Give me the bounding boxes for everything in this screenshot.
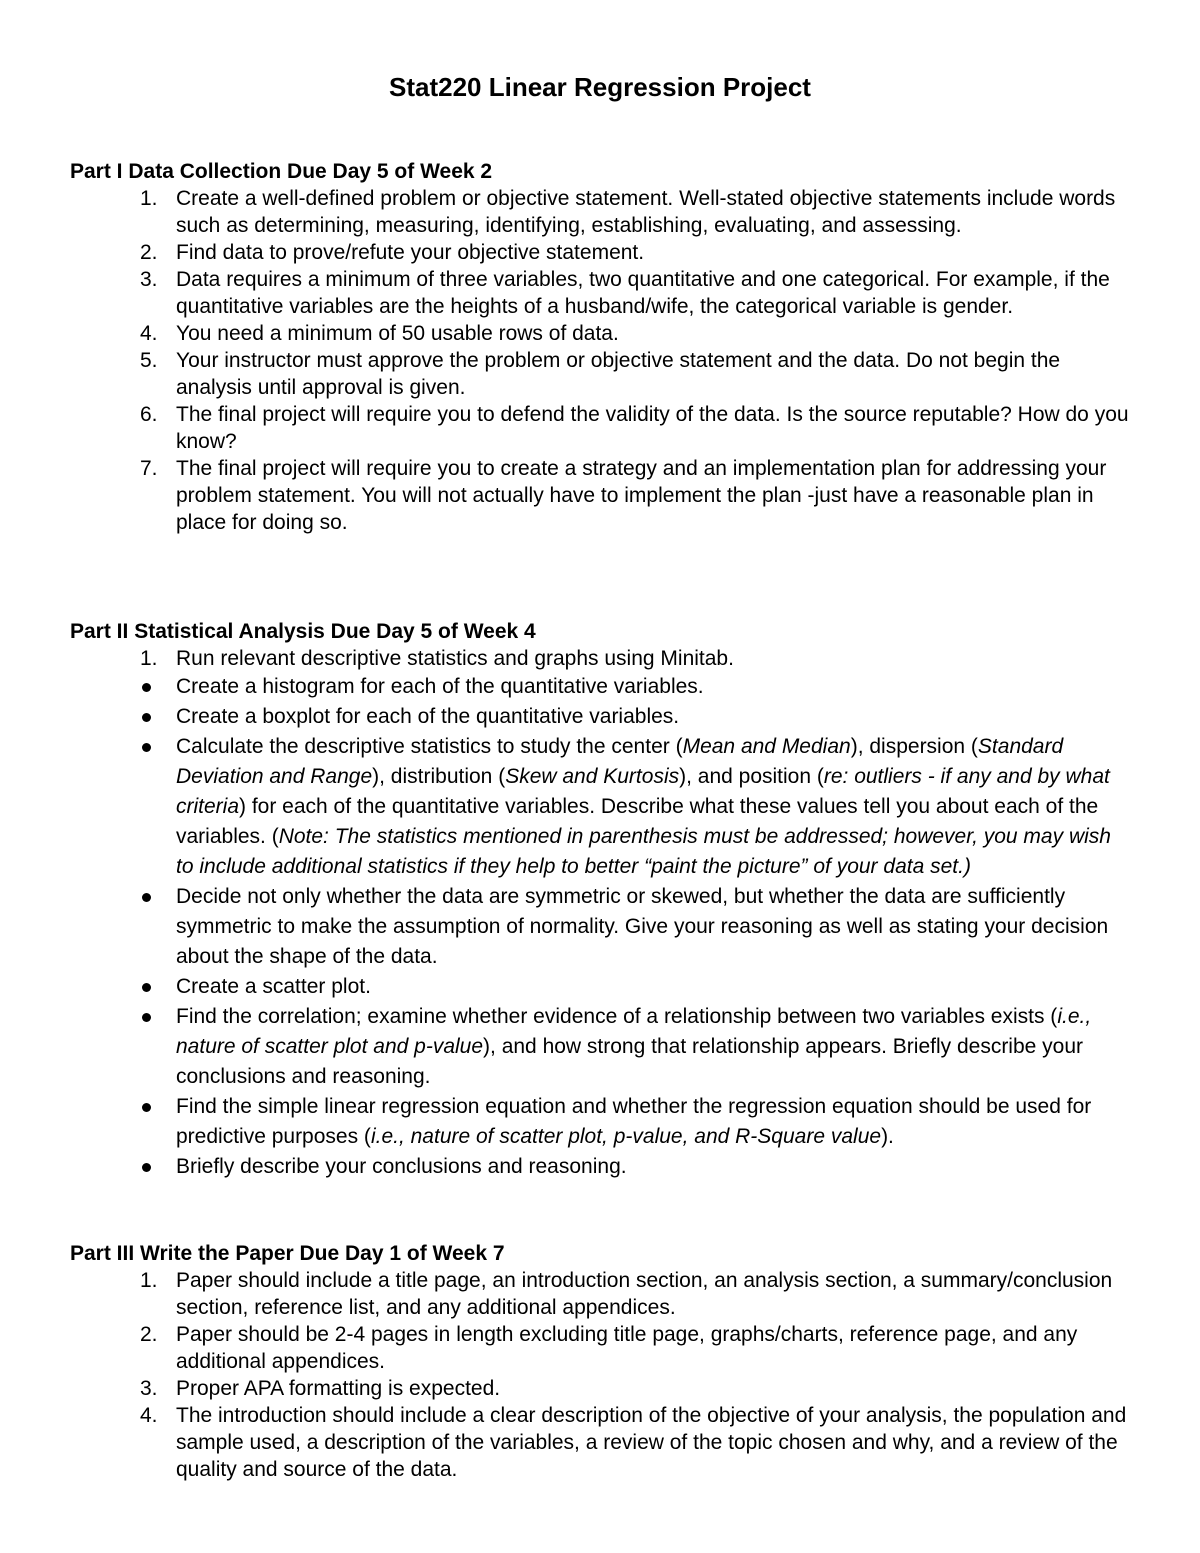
item-text: Proper APA formatting is expected. [176,1377,501,1400]
bullet-icon [142,983,151,992]
item-text: Run relevant descriptive statistics and graphs using Minitab. [176,647,734,670]
list-item [70,1092,1130,1152]
item-text: Create a scatter plot. [176,975,371,998]
list-item [70,972,1130,1002]
item-text: Create a well-defined problem or objective statement. Well-stated objective statements include words such as determining, measuring, identifying, establishing, evaluating, and assessing. [176,187,1116,237]
item-number: 5. [140,349,158,372]
item-text: Find data to prove/refute your objective statement. [176,241,645,264]
item-text: The final project will require you to create a strategy and an implementation plan for addressing your problem statement. You will not actually have to implement the plan -just have a reasonable plan in place for doing so. [176,457,1107,534]
list-item [70,1002,1130,1092]
list-item [70,1321,1130,1375]
item-number: 3. [140,1377,158,1400]
list-item [70,732,1130,882]
part-2-section [70,618,1130,1182]
item-text: The final project will require you to defend the validity of the data. Is the source reputable? How do you know? [176,403,1129,453]
part-1-list [70,185,1130,536]
item-number: 7. [140,457,158,480]
item-number: 3. [140,268,158,291]
item-text: Briefly describe your conclusions and reasoning. [176,1155,627,1178]
item-text: Create a boxplot for each of the quantitative variables. [176,705,680,728]
list-item [70,1375,1130,1402]
bullet-icon [142,1163,151,1172]
item-number: 1. [140,187,158,210]
list-item [70,702,1130,732]
list-item [70,1152,1130,1182]
bullet-icon [142,713,151,722]
bullet-icon [142,1013,151,1022]
item-text: Calculate the descriptive statistics to study the center (Mean and Median), dispersion (Standard Deviation and Range), distribution (Skew and Kurtosis), and position (re: outliers - if any and by what criteria) for each of the quantitative variables. Describe what these values tell you about each of the variables. (Note: The statistics mentioned in parenthesis must be addressed; however, you may wish to include additional statistics if they help to better “paint the picture” of your data set.) [176,735,1111,878]
item-number: 1. [140,647,158,670]
list-item [70,455,1130,536]
list-item [70,239,1130,266]
list-item [70,672,1130,702]
part-3-list [70,1267,1130,1483]
part-3-heading: Part III Write the Paper Due Day 1 of Week 7 [70,1242,505,1265]
item-text: The introduction should include a clear description of the objective of your analysis, the population and sample used, a description of the variables, a review of the topic chosen and why, and a review of the quality and source of the data. [176,1404,1127,1481]
list-item [70,1267,1130,1321]
item-text: Paper should be 2-4 pages in length excluding title page, graphs/charts, reference page, and any additional appendices. [176,1323,1078,1373]
item-text: Data requires a minimum of three variables, two quantitative and one categorical. For example, if the quantitative variables are the heights of a husband/wife, the categorical variable is gender. [176,268,1110,318]
item-number: 2. [140,1323,158,1346]
bullet-icon [142,743,151,752]
bullet-icon [142,893,151,902]
item-text: Paper should include a title page, an introduction section, an analysis section, a summary/conclusion section, reference list, and any additional appendices. [176,1269,1113,1319]
part-3-section [70,1240,1130,1483]
item-text: Create a histogram for each of the quantitative variables. [176,675,704,698]
item-number: 2. [140,241,158,264]
item-text: Your instructor must approve the problem or objective statement and the data. Do not begin the analysis until approval is given. [176,349,1061,399]
list-item [70,266,1130,320]
item-text: You need a minimum of 50 usable rows of data. [176,322,619,345]
item-number: 4. [140,322,158,345]
list-item [70,185,1130,239]
item-text: Decide not only whether the data are symmetric or skewed, but whether the data are sufficiently symmetric to make the assumption of normality. Give your reasoning as well as stating your decision about the shape of the data. [176,885,1109,968]
bullet-icon [142,683,151,692]
list-item [70,1402,1130,1483]
list-item [70,882,1130,972]
item-number: 1. [140,1269,158,1292]
part-2-heading: Part II Statistical Analysis Due Day 5 of Week 4 [70,620,536,643]
list-item [70,347,1130,401]
part-1-heading: Part I Data Collection Due Day 5 of Week 2 [70,160,493,183]
list-item [70,645,1130,672]
item-number: 6. [140,403,158,426]
part-1-section [70,158,1130,536]
item-number: 4. [140,1404,158,1427]
list-item [70,320,1130,347]
item-text: Find the simple linear regression equation and whether the regression equation should be used for predictive purposes (i.e., nature of scatter plot, p-value, and R-Square value). [176,1095,1092,1148]
part-2-list [70,645,1130,1182]
list-item [70,401,1130,455]
item-text: Find the correlation; examine whether evidence of a relationship between two variables exists (i.e., nature of scatter plot and p-value), and how strong that relationship appears. Briefly describe your conclusions and reasoning. [176,1005,1092,1088]
bullet-icon [142,1103,151,1112]
page-title: Stat220 Linear Regression Project [389,72,811,102]
